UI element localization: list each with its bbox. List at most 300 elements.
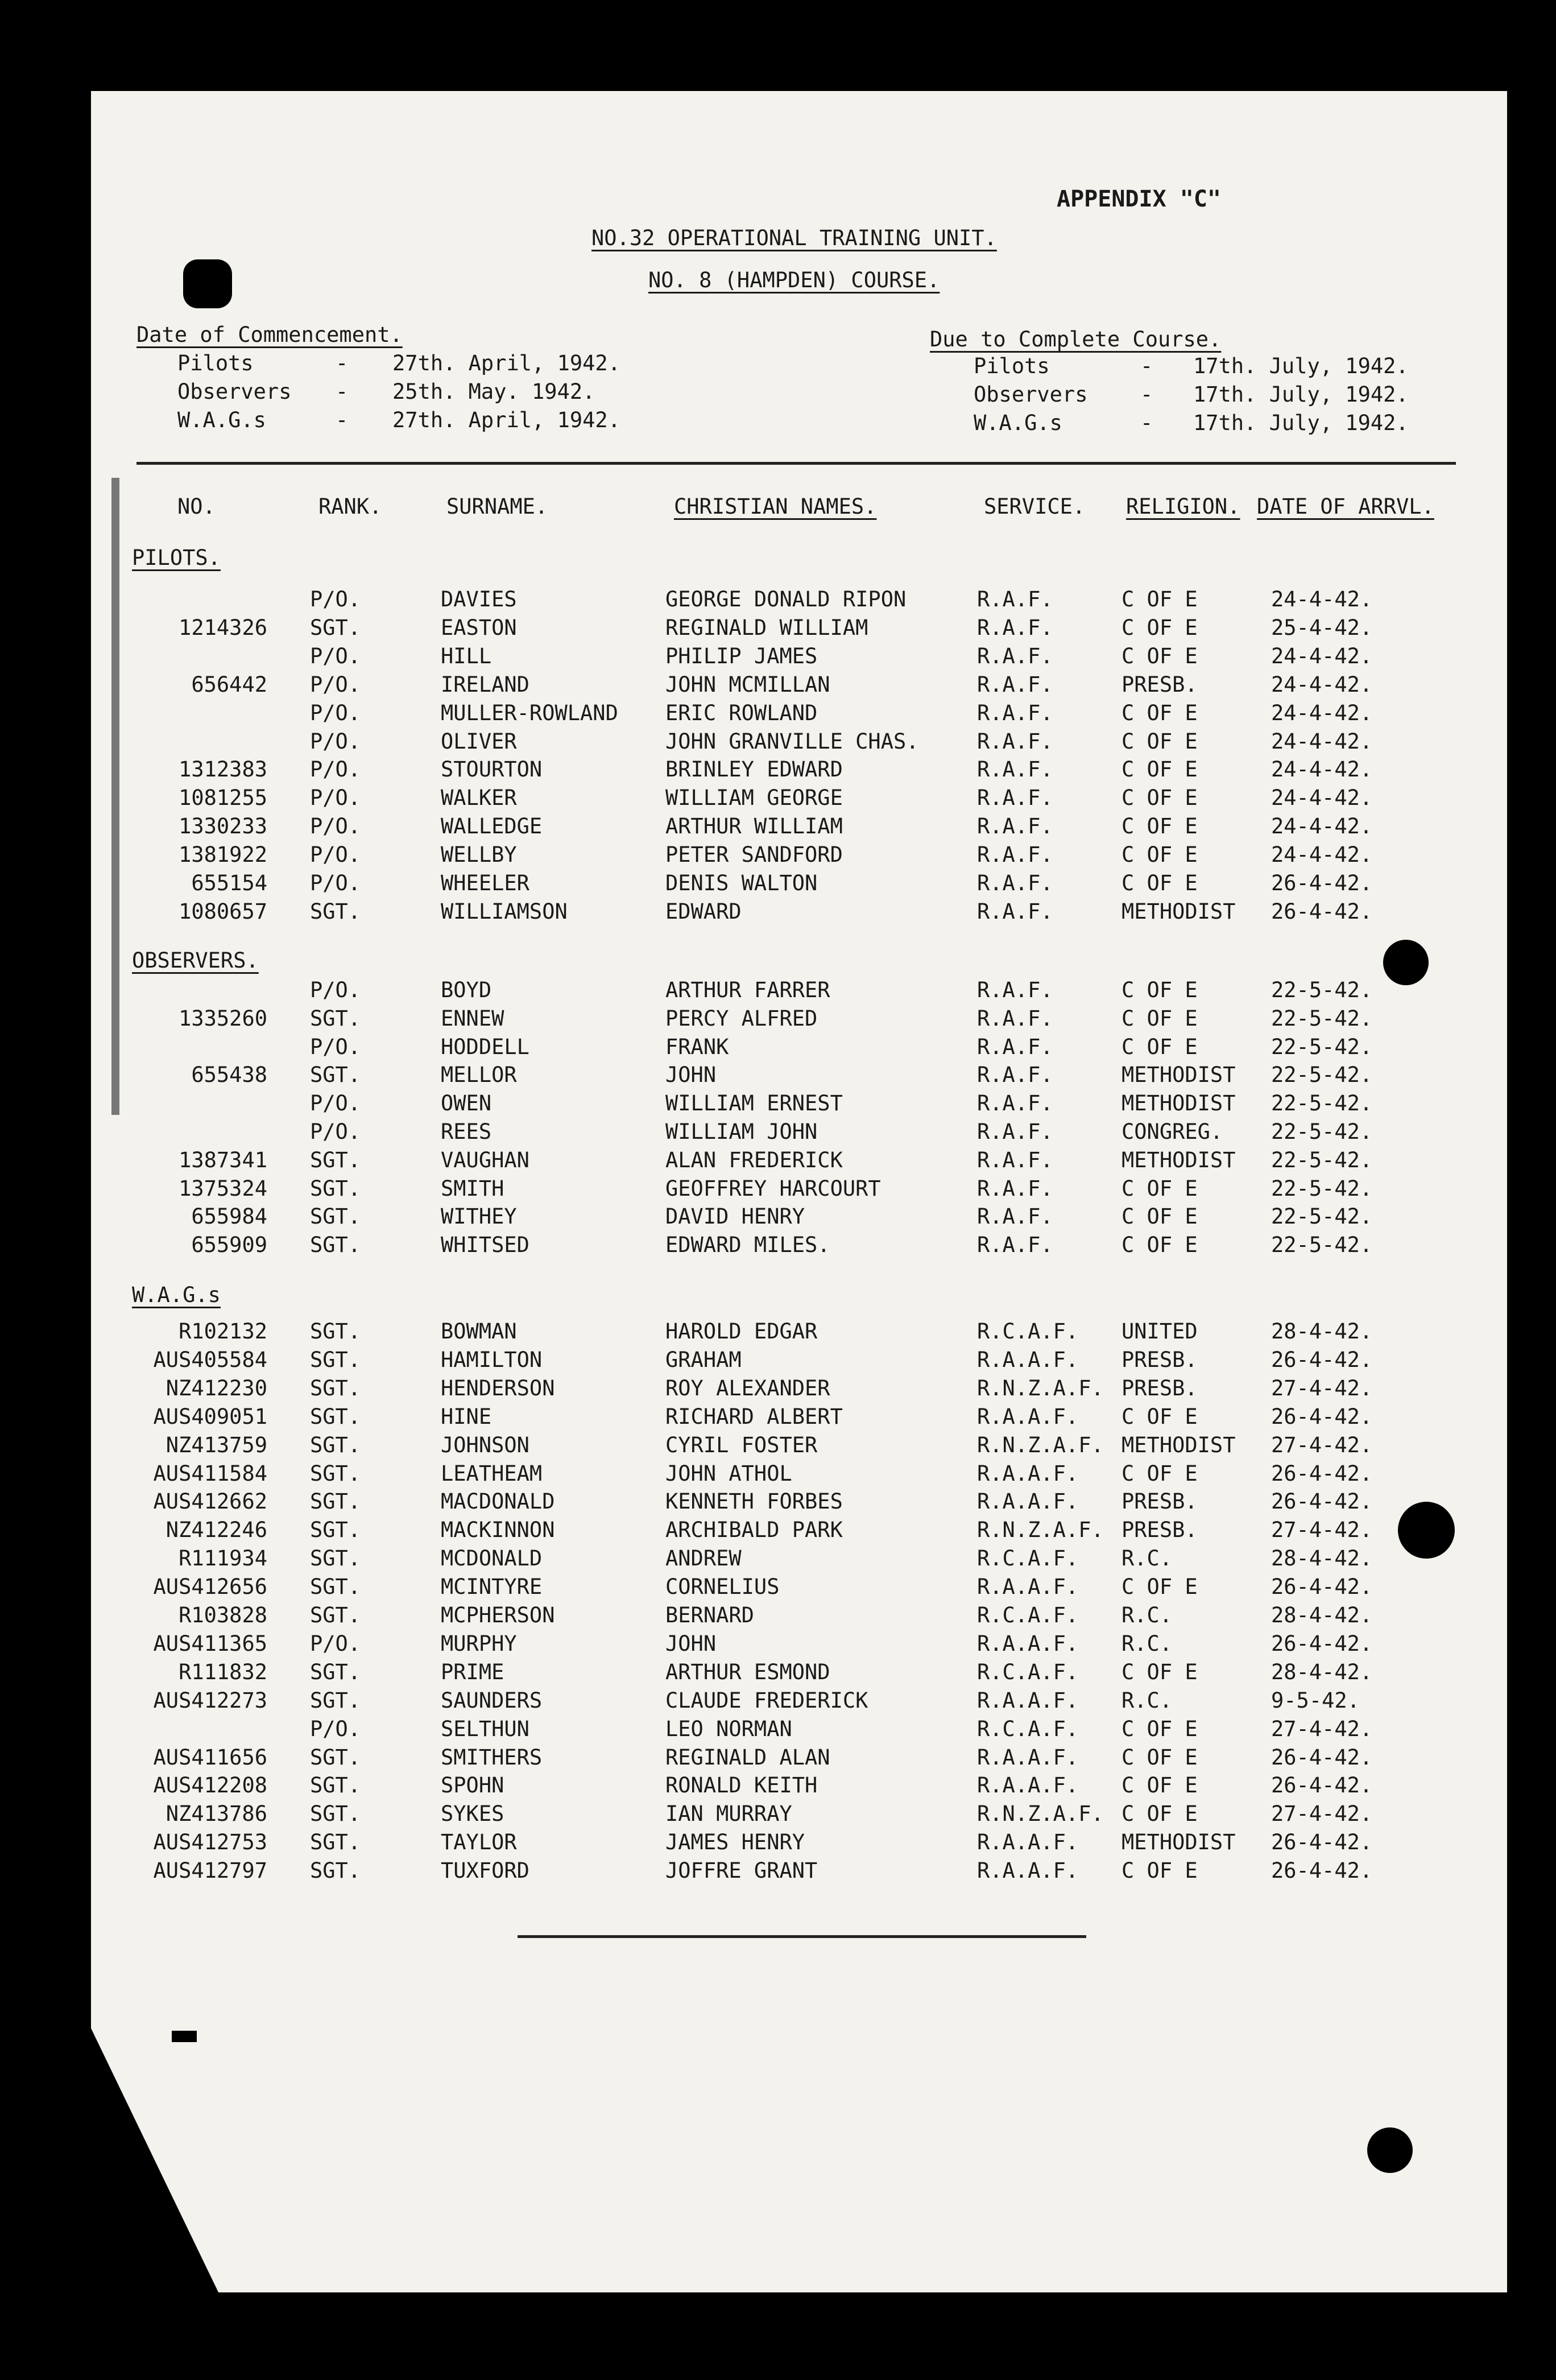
service-cell: R.A.F.: [977, 871, 1053, 895]
rank-cell: SGT.: [310, 1575, 361, 1600]
rank-cell: SGT.: [310, 1830, 361, 1855]
service-cell: R.A.F.: [977, 1119, 1053, 1144]
rank-cell: P/O.: [310, 1631, 361, 1656]
surname-cell: MURPHY: [441, 1631, 517, 1656]
surname-cell: TUXFORD: [441, 1858, 529, 1883]
completion-dash: -: [1140, 411, 1153, 435]
service-cell: R.A.F.: [977, 587, 1053, 611]
surname-cell: VAUGHAN: [441, 1147, 529, 1172]
religion-cell: C OF E: [1122, 1034, 1198, 1059]
christian-names-cell: JAMES HENRY: [665, 1830, 805, 1855]
surname-cell: DAVIES: [441, 587, 517, 611]
rank-cell: P/O.: [310, 672, 361, 697]
religion-cell: R.C.: [1122, 1688, 1173, 1713]
punch-hole: [1367, 2127, 1413, 2173]
religion-cell: UNITED: [1122, 1319, 1198, 1344]
rank-cell: SGT.: [310, 1546, 361, 1571]
religion-cell: C OF E: [1122, 814, 1198, 839]
service-cell: R.A.A.F.: [977, 1745, 1079, 1770]
religion-cell: C OF E: [1122, 842, 1198, 867]
arrival-date-cell: 24-4-42.: [1271, 757, 1373, 782]
service-cell: R.A.A.F.: [977, 1575, 1079, 1600]
arrival-date-cell: 26-4-42.: [1271, 871, 1373, 895]
christian-names-cell: CYRIL FOSTER: [665, 1432, 818, 1457]
rank-cell: P/O.: [310, 1716, 361, 1741]
rank-cell: SGT.: [310, 1147, 361, 1172]
rank-cell: SGT.: [310, 1233, 361, 1258]
service-number-cell: AUS412208: [153, 1773, 267, 1798]
rank-cell: SGT.: [310, 615, 361, 640]
rank-cell: SGT.: [310, 1518, 361, 1543]
surname-cell: SYKES: [441, 1801, 504, 1827]
arrival-date-cell: 24-4-42.: [1271, 643, 1373, 668]
arrival-date-cell: 22-5-42.: [1271, 1119, 1373, 1144]
arrival-date-cell: 26-4-42.: [1271, 1830, 1373, 1855]
service-cell: R.A.A.F.: [977, 1688, 1079, 1713]
religion-cell: C OF E: [1122, 1233, 1198, 1258]
surname-cell: MCDONALD: [441, 1546, 543, 1571]
surname-cell: MULLER-ROWLAND: [441, 700, 618, 725]
christian-names-cell: REGINALD WILLIAM: [665, 615, 868, 640]
religion-cell: C OF E: [1122, 1801, 1198, 1827]
arrival-date-cell: 9-5-42.: [1271, 1688, 1360, 1713]
completion-dash: -: [1140, 382, 1153, 407]
service-number-cell: 656442: [191, 672, 267, 697]
service-number-cell: AUS412656: [153, 1575, 267, 1600]
column-header-religion: RELIGION.: [1126, 494, 1240, 519]
commencement-dash: -: [336, 351, 349, 375]
surname-cell: HINE: [441, 1404, 492, 1429]
christian-names-cell: FRANK: [665, 1034, 729, 1059]
service-number-cell: 1081255: [179, 786, 267, 811]
service-number-cell: 1330233: [179, 814, 267, 839]
religion-cell: C OF E: [1122, 1745, 1198, 1770]
religion-cell: C OF E: [1122, 1176, 1198, 1201]
rank-cell: SGT.: [310, 1603, 361, 1627]
service-cell: R.A.F.: [977, 1034, 1053, 1059]
christian-names-cell: JOHN: [665, 1063, 717, 1088]
surname-cell: ENNEW: [441, 1006, 504, 1031]
rank-cell: SGT.: [310, 1659, 361, 1684]
surname-cell: WHITSED: [441, 1233, 529, 1258]
rank-cell: SGT.: [310, 1404, 361, 1429]
surname-cell: SELTHUN: [441, 1716, 529, 1741]
rank-cell: P/O.: [310, 978, 361, 1002]
service-cell: R.N.Z.A.F.: [977, 1432, 1104, 1457]
christian-names-cell: CLAUDE FREDERICK: [665, 1688, 868, 1713]
religion-cell: C OF E: [1122, 1204, 1198, 1229]
rank-cell: SGT.: [310, 1489, 361, 1514]
service-cell: R.A.F.: [977, 729, 1053, 754]
service-cell: R.A.F.: [977, 1147, 1053, 1172]
arrival-date-cell: 28-4-42.: [1271, 1319, 1373, 1344]
arrival-date-cell: 26-4-42.: [1271, 1773, 1373, 1798]
christian-names-cell: BERNARD: [665, 1603, 754, 1627]
surname-cell: HODDELL: [441, 1034, 529, 1059]
service-cell: R.A.F.: [977, 786, 1053, 811]
religion-cell: METHODIST: [1122, 1830, 1236, 1855]
surname-cell: MACKINNON: [441, 1518, 555, 1543]
religion-cell: METHODIST: [1122, 1147, 1236, 1172]
arrival-date-cell: 24-4-42.: [1271, 729, 1373, 754]
service-number-cell: AUS412753: [153, 1830, 267, 1855]
christian-names-cell: REGINALD ALAN: [665, 1745, 830, 1770]
service-cell: R.A.F.: [977, 1006, 1053, 1031]
christian-names-cell: ARTHUR WILLIAM: [665, 814, 843, 839]
service-cell: R.A.F.: [977, 978, 1053, 1002]
service-cell: R.A.F.: [977, 814, 1053, 839]
service-cell: R.A.A.F.: [977, 1347, 1079, 1372]
service-number-cell: R111934: [179, 1546, 267, 1571]
ink-mark: [172, 2031, 197, 2042]
religion-cell: R.C.: [1122, 1546, 1173, 1571]
punch-hole: [183, 259, 232, 308]
arrival-date-cell: 26-4-42.: [1271, 1631, 1373, 1656]
rank-cell: P/O.: [310, 757, 361, 782]
completion-title: Due to Complete Course.: [930, 327, 1222, 352]
christian-names-cell: KENNETH FORBES: [665, 1489, 843, 1514]
service-cell: R.C.A.F.: [977, 1319, 1079, 1344]
religion-cell: C OF E: [1122, 643, 1198, 668]
religion-cell: PRESB.: [1122, 672, 1198, 697]
surname-cell: SPOHN: [441, 1773, 504, 1798]
commencement-date-pilots: 27th. April, 1942.: [392, 351, 620, 375]
service-number-cell: AUS405584: [153, 1347, 267, 1372]
service-number-cell: 1381922: [179, 842, 267, 867]
christian-names-cell: WILLIAM ERNEST: [665, 1091, 843, 1116]
rank-cell: SGT.: [310, 1375, 361, 1400]
arrival-date-cell: 24-4-42.: [1271, 587, 1373, 611]
arrival-date-cell: 22-5-42.: [1271, 1006, 1373, 1031]
religion-cell: PRESB.: [1122, 1347, 1198, 1372]
arrival-date-cell: 26-4-42.: [1271, 899, 1373, 924]
unit-title: NO.32 OPERATIONAL TRAINING UNIT.: [591, 226, 997, 250]
rank-cell: P/O.: [310, 587, 361, 611]
christian-names-cell: EDWARD MILES.: [665, 1233, 830, 1258]
arrival-date-cell: 28-4-42.: [1271, 1659, 1373, 1684]
rank-cell: SGT.: [310, 1176, 361, 1201]
service-cell: R.A.A.F.: [977, 1489, 1079, 1514]
arrival-date-cell: 28-4-42.: [1271, 1603, 1373, 1627]
punch-hole: [1398, 1502, 1455, 1559]
religion-cell: C OF E: [1122, 1006, 1198, 1031]
completion-label-pilots: Pilots: [974, 354, 1050, 378]
surname-cell: WALLEDGE: [441, 814, 543, 839]
service-cell: R.C.A.F.: [977, 1659, 1079, 1684]
surname-cell: WALKER: [441, 786, 517, 811]
christian-names-cell: JOFFRE GRANT: [665, 1858, 818, 1883]
rank-cell: P/O.: [310, 643, 361, 668]
surname-cell: MELLOR: [441, 1063, 517, 1088]
christian-names-cell: IAN MURRAY: [665, 1801, 792, 1827]
surname-cell: BOYD: [441, 978, 492, 1002]
christian-names-cell: RICHARD ALBERT: [665, 1404, 843, 1429]
religion-cell: C OF E: [1122, 1773, 1198, 1798]
arrival-date-cell: 22-5-42.: [1271, 1176, 1373, 1201]
surname-cell: WHEELER: [441, 871, 529, 895]
column-header-rank: RANK.: [318, 494, 382, 519]
christian-names-cell: ARTHUR FARRER: [665, 978, 830, 1002]
service-number-cell: AUS411584: [153, 1461, 267, 1486]
header-divider: [136, 462, 1456, 465]
surname-cell: JOHNSON: [441, 1432, 529, 1457]
service-cell: R.A.F.: [977, 1063, 1053, 1088]
christian-names-cell: GEOFFREY HARCOURT: [665, 1176, 881, 1201]
religion-cell: C OF E: [1122, 757, 1198, 782]
service-cell: R.A.F.: [977, 899, 1053, 924]
service-cell: R.A.A.F.: [977, 1830, 1079, 1855]
rank-cell: SGT.: [310, 1432, 361, 1457]
arrival-date-cell: 27-4-42.: [1271, 1716, 1373, 1741]
commencement-title: Date of Commencement.: [136, 323, 403, 347]
surname-cell: IRELAND: [441, 672, 529, 697]
religion-cell: C OF E: [1122, 1858, 1198, 1883]
arrival-date-cell: 24-4-42.: [1271, 842, 1373, 867]
service-number-cell: NZ413759: [165, 1432, 267, 1457]
service-number-cell: 1214326: [179, 615, 267, 640]
rank-cell: SGT.: [310, 1745, 361, 1770]
religion-cell: PRESB.: [1122, 1375, 1198, 1400]
service-number-cell: AUS412797: [153, 1858, 267, 1883]
surname-cell: MCINTYRE: [441, 1575, 543, 1600]
service-cell: R.A.F.: [977, 700, 1053, 725]
service-number-cell: AUS412662: [153, 1489, 267, 1514]
service-number-cell: NZ413786: [165, 1801, 267, 1827]
arrival-date-cell: 26-4-42.: [1271, 1404, 1373, 1429]
margin-shadow: [111, 478, 119, 1115]
arrival-date-cell: 24-4-42.: [1271, 700, 1373, 725]
rank-cell: SGT.: [310, 1801, 361, 1827]
commencement-label-wags: W.A.G.s: [177, 408, 266, 432]
religion-cell: METHODIST: [1122, 899, 1236, 924]
rank-cell: P/O.: [310, 1091, 361, 1116]
completion-date-wags: 17th. July, 1942.: [1193, 411, 1409, 435]
religion-cell: METHODIST: [1122, 1063, 1236, 1088]
column-header-date: DATE OF ARRVL.: [1257, 494, 1434, 519]
rank-cell: SGT.: [310, 1006, 361, 1031]
religion-cell: C OF E: [1122, 1659, 1198, 1684]
service-number-cell: AUS409051: [153, 1404, 267, 1429]
christian-names-cell: JOHN GRANVILLE CHAS.: [665, 729, 919, 754]
section-title-pilots: PILOTS.: [132, 546, 221, 570]
arrival-date-cell: 24-4-42.: [1271, 786, 1373, 811]
rank-cell: P/O.: [310, 842, 361, 867]
service-cell: R.A.F.: [977, 1204, 1053, 1229]
arrival-date-cell: 24-4-42.: [1271, 814, 1373, 839]
surname-cell: STOURTON: [441, 757, 543, 782]
service-cell: R.A.A.F.: [977, 1858, 1079, 1883]
surname-cell: OWEN: [441, 1091, 492, 1116]
column-header-no: NO.: [177, 494, 216, 519]
christian-names-cell: GEORGE DONALD RIPON: [665, 587, 907, 611]
rank-cell: SGT.: [310, 1319, 361, 1344]
arrival-date-cell: 27-4-42.: [1271, 1801, 1373, 1827]
religion-cell: C OF E: [1122, 786, 1198, 811]
religion-cell: PRESB.: [1122, 1518, 1198, 1543]
christian-names-cell: RONALD KEITH: [665, 1773, 818, 1798]
service-number-cell: 1375324: [179, 1176, 267, 1201]
surname-cell: WITHEY: [441, 1204, 517, 1229]
surname-cell: HILL: [441, 643, 492, 668]
end-rule: [518, 1935, 1086, 1938]
completion-date-pilots: 17th. July, 1942.: [1193, 354, 1409, 378]
surname-cell: HAMILTON: [441, 1347, 543, 1372]
arrival-date-cell: 26-4-42.: [1271, 1858, 1373, 1883]
rank-cell: P/O.: [310, 786, 361, 811]
arrival-date-cell: 24-4-42.: [1271, 672, 1373, 697]
christian-names-cell: LEO NORMAN: [665, 1716, 792, 1741]
religion-cell: CONGREG.: [1122, 1119, 1223, 1144]
surname-cell: MCPHERSON: [441, 1603, 555, 1627]
section-title-observers: OBSERVERS.: [132, 948, 259, 973]
arrival-date-cell: 28-4-42.: [1271, 1546, 1373, 1571]
rank-cell: P/O.: [310, 871, 361, 895]
service-number-cell: 1335260: [179, 1006, 267, 1031]
completion-label-wags: W.A.G.s: [974, 411, 1062, 435]
service-number-cell: AUS412273: [153, 1688, 267, 1713]
rank-cell: SGT.: [310, 1688, 361, 1713]
religion-cell: C OF E: [1122, 871, 1198, 895]
service-number-cell: AUS411656: [153, 1745, 267, 1770]
christian-names-cell: WILLIAM GEORGE: [665, 786, 843, 811]
commencement-label-pilots: Pilots: [177, 351, 254, 375]
religion-cell: C OF E: [1122, 700, 1198, 725]
christian-names-cell: BRINLEY EDWARD: [665, 757, 843, 782]
surname-cell: EASTON: [441, 615, 517, 640]
surname-cell: SMITH: [441, 1176, 504, 1201]
christian-names-cell: ARCHIBALD PARK: [665, 1518, 843, 1543]
service-cell: R.A.F.: [977, 842, 1053, 867]
surname-cell: HENDERSON: [441, 1375, 555, 1400]
service-cell: R.A.F.: [977, 643, 1053, 668]
christian-names-cell: ALAN FREDERICK: [665, 1147, 843, 1172]
religion-cell: C OF E: [1122, 1575, 1198, 1600]
religion-cell: C OF E: [1122, 978, 1198, 1002]
course-title: NO. 8 (HAMPDEN) COURSE.: [648, 268, 940, 292]
rank-cell: P/O.: [310, 814, 361, 839]
service-number-cell: 655154: [191, 871, 267, 895]
column-header-service: SERVICE.: [984, 494, 1086, 519]
punch-hole: [1383, 940, 1429, 985]
service-number-cell: 655984: [191, 1204, 267, 1229]
rank-cell: SGT.: [310, 1773, 361, 1798]
religion-cell: METHODIST: [1122, 1091, 1236, 1116]
service-number-cell: NZ412230: [165, 1375, 267, 1400]
arrival-date-cell: 27-4-42.: [1271, 1518, 1373, 1543]
service-cell: R.A.F.: [977, 1176, 1053, 1201]
service-cell: R.A.F.: [977, 615, 1053, 640]
religion-cell: R.C.: [1122, 1603, 1173, 1627]
service-cell: R.N.Z.A.F.: [977, 1375, 1104, 1400]
rank-cell: P/O.: [310, 700, 361, 725]
arrival-date-cell: 25-4-42.: [1271, 615, 1373, 640]
service-number-cell: 655909: [191, 1233, 267, 1258]
religion-cell: C OF E: [1122, 1461, 1198, 1486]
commencement-dash: -: [336, 379, 349, 404]
service-cell: R.C.A.F.: [977, 1716, 1079, 1741]
christian-names-cell: PERCY ALFRED: [665, 1006, 818, 1031]
service-cell: R.A.F.: [977, 1233, 1053, 1258]
commencement-dash: -: [336, 408, 349, 432]
service-number-cell: AUS411365: [153, 1631, 267, 1656]
religion-cell: C OF E: [1122, 729, 1198, 754]
arrival-date-cell: 22-5-42.: [1271, 1233, 1373, 1258]
surname-cell: WELLBY: [441, 842, 517, 867]
service-number-cell: R103828: [179, 1603, 267, 1627]
service-number-cell: 1312383: [179, 757, 267, 782]
commencement-date-observers: 25th. May. 1942.: [392, 379, 595, 404]
rank-cell: P/O.: [310, 1034, 361, 1059]
religion-cell: C OF E: [1122, 1716, 1198, 1741]
rank-cell: SGT.: [310, 1063, 361, 1088]
christian-names-cell: DAVID HENRY: [665, 1204, 805, 1229]
service-cell: R.C.A.F.: [977, 1603, 1079, 1627]
christian-names-cell: JOHN MCMILLAN: [665, 672, 830, 697]
column-header-christian-names: CHRISTIAN NAMES.: [674, 494, 877, 519]
christian-names-cell: EDWARD: [665, 899, 742, 924]
surname-cell: PRIME: [441, 1659, 504, 1684]
completion-dash: -: [1140, 354, 1153, 378]
arrival-date-cell: 22-5-42.: [1271, 1034, 1373, 1059]
christian-names-cell: ANDREW: [665, 1546, 742, 1571]
service-number-cell: 655438: [191, 1063, 267, 1088]
commencement-label-observers: Observers: [177, 379, 292, 404]
service-cell: R.A.A.F.: [977, 1631, 1079, 1656]
rank-cell: P/O.: [310, 729, 361, 754]
section-title-wags: W.A.G.s: [132, 1283, 221, 1307]
service-cell: R.N.Z.A.F.: [977, 1801, 1104, 1827]
christian-names-cell: DENIS WALTON: [665, 871, 818, 895]
arrival-date-cell: 27-4-42.: [1271, 1432, 1373, 1457]
arrival-date-cell: 26-4-42.: [1271, 1745, 1373, 1770]
rank-cell: SGT.: [310, 1204, 361, 1229]
service-number-cell: R102132: [179, 1319, 267, 1344]
christian-names-cell: ROY ALEXANDER: [665, 1375, 830, 1400]
rank-cell: P/O.: [310, 1119, 361, 1144]
rank-cell: SGT.: [310, 899, 361, 924]
service-cell: R.A.A.F.: [977, 1773, 1079, 1798]
christian-names-cell: HAROLD EDGAR: [665, 1319, 818, 1344]
surname-cell: TAYLOR: [441, 1830, 517, 1855]
religion-cell: C OF E: [1122, 587, 1198, 611]
christian-names-cell: ARTHUR ESMOND: [665, 1659, 830, 1684]
christian-names-cell: PETER SANDFORD: [665, 842, 843, 867]
christian-names-cell: ERIC ROWLAND: [665, 700, 818, 725]
religion-cell: C OF E: [1122, 615, 1198, 640]
service-number-cell: R111832: [179, 1659, 267, 1684]
arrival-date-cell: 22-5-42.: [1271, 1091, 1373, 1116]
religion-cell: C OF E: [1122, 1404, 1198, 1429]
religion-cell: METHODIST: [1122, 1432, 1236, 1457]
commencement-date-wags: 27th. April, 1942.: [392, 408, 620, 432]
christian-names-cell: JOHN: [665, 1631, 717, 1656]
rank-cell: SGT.: [310, 1858, 361, 1883]
arrival-date-cell: 22-5-42.: [1271, 1204, 1373, 1229]
surname-cell: WILLIAMSON: [441, 899, 568, 924]
service-cell: R.N.Z.A.F.: [977, 1518, 1104, 1543]
arrival-date-cell: 22-5-42.: [1271, 1063, 1373, 1088]
surname-cell: LEATHEAM: [441, 1461, 543, 1486]
service-number-cell: 1387341: [179, 1147, 267, 1172]
christian-names-cell: GRAHAM: [665, 1347, 742, 1372]
service-number-cell: 1080657: [179, 899, 267, 924]
surname-cell: SMITHERS: [441, 1745, 543, 1770]
rank-cell: SGT.: [310, 1461, 361, 1486]
arrival-date-cell: 26-4-42.: [1271, 1461, 1373, 1486]
christian-names-cell: CORNELIUS: [665, 1575, 780, 1600]
service-number-cell: NZ412246: [165, 1518, 267, 1543]
religion-cell: R.C.: [1122, 1631, 1173, 1656]
